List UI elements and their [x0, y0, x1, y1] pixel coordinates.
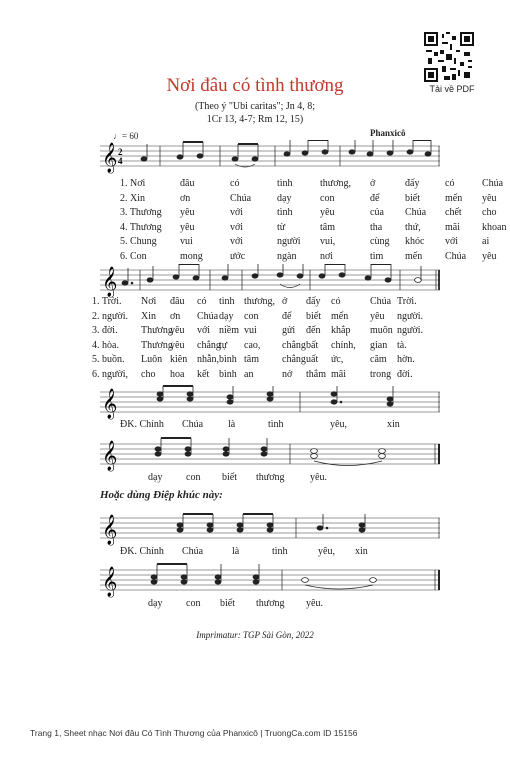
- lyric-word: người.: [397, 310, 423, 322]
- imprimatur: [0, 630, 510, 640]
- staff-1: [100, 140, 440, 180]
- lyric-word: tình: [277, 207, 293, 218]
- svg-text:𝄞: 𝄞: [102, 515, 118, 545]
- lyric-word: yêu: [180, 221, 195, 233]
- lyric-word: Chúa: [182, 419, 204, 430]
- lyric-word: khoan: [482, 221, 507, 233]
- lyric-word: Xin: [141, 310, 156, 322]
- lyric-word: yêu: [482, 192, 497, 204]
- lyric-word: người.: [397, 325, 423, 336]
- lyric-word: chết: [445, 207, 462, 218]
- subtitle-line2: 1Cr 13, 4-7; Rm 12, 15): [206, 114, 304, 125]
- lyric-word: mến: [445, 192, 463, 204]
- refrain1-staff-b: [100, 436, 445, 472]
- lyric-word: gửi: [282, 325, 296, 336]
- lyric-word: nở: [282, 368, 293, 380]
- lyric-word: biết: [306, 310, 321, 322]
- svg-text:𝄞: 𝄞: [102, 389, 118, 419]
- lyric-word: 6. Con: [120, 250, 147, 262]
- lyric-word: yêu,: [330, 419, 347, 430]
- lyric-word: bình: [219, 368, 237, 380]
- lyric-word: dạy: [219, 310, 234, 322]
- lyric-word: niềm: [219, 325, 239, 336]
- lyric-word: nhẫn,: [197, 354, 219, 365]
- lyric-word: 4. hòa.: [92, 339, 119, 351]
- lyric-word: Chúa: [445, 250, 467, 262]
- lyric-word: ĐK. Chính: [120, 419, 164, 430]
- lyric-word: thương,: [320, 178, 351, 189]
- lyric-word: Thương: [141, 325, 173, 336]
- lyric-word: nơi: [320, 250, 334, 262]
- lyric-word: ơn: [170, 310, 181, 322]
- lyric-word: trong: [370, 368, 392, 380]
- lyric-word: vui: [180, 236, 193, 247]
- lyric-word: chẳng: [197, 339, 221, 351]
- lyric-word: con: [186, 472, 201, 483]
- lyric-word: biết: [222, 472, 237, 483]
- lyric-word: mến: [405, 250, 423, 262]
- lyric-word: 4. Thương: [120, 221, 162, 233]
- lyric-word: là: [232, 546, 240, 557]
- lyric-word: 1. Trời.: [92, 296, 122, 307]
- lyric-word: với: [197, 325, 211, 336]
- staff-2: [100, 264, 440, 298]
- svg-text:𝄞: 𝄞: [102, 441, 118, 471]
- composer: Phanxicô: [370, 128, 406, 138]
- lyric-word: căm: [370, 354, 387, 365]
- lyric-word: Chúa: [182, 546, 204, 557]
- lyric-word: yêu: [170, 325, 185, 336]
- lyric-word: xin: [387, 419, 400, 430]
- lyric-word: người: [277, 236, 301, 247]
- lyric-word: con: [186, 598, 201, 609]
- lyric-word: hờn.: [397, 354, 415, 365]
- svg-text:4: 4: [118, 156, 123, 166]
- lyric-word: với: [230, 221, 244, 233]
- lyric-word: 6. người,: [92, 368, 128, 380]
- lyric-word: với: [230, 207, 244, 218]
- lyric-word: cho: [141, 368, 156, 380]
- lyric-word: để: [282, 310, 292, 322]
- lyric-word: đấy: [405, 178, 420, 189]
- lyric-word: ước: [230, 250, 246, 262]
- lyric-word: tự: [219, 339, 228, 351]
- lyric-word: kết: [197, 368, 210, 380]
- lyric-word: cho: [482, 207, 497, 218]
- lyric-word: yêu: [370, 310, 385, 322]
- lyric-word: tình: [277, 178, 293, 189]
- lyric-word: Chúa: [405, 207, 427, 218]
- lyric-word: ĐK. Chính: [120, 546, 164, 557]
- lyric-word: bất: [306, 339, 319, 351]
- lyric-word: mãi: [331, 368, 346, 380]
- refrain2-staff-b: [100, 562, 445, 598]
- lyric-word: khắp: [331, 325, 351, 336]
- lyric-word: yêu.: [310, 472, 327, 483]
- lyric-word: 3. Thương: [120, 207, 162, 218]
- lyric-word: Chúa: [197, 310, 219, 322]
- lyric-word: để: [370, 192, 380, 204]
- lyric-word: có: [331, 296, 341, 307]
- download-pdf-link[interactable]: Tải về PDF: [429, 84, 475, 94]
- lyric-word: yêu: [482, 250, 497, 262]
- lyric-word: con: [320, 192, 335, 204]
- lyric-word: từ: [277, 221, 286, 233]
- lyric-word: bình: [219, 354, 237, 365]
- lyric-word: chính,: [331, 339, 356, 351]
- lyric-word: thắm: [306, 368, 326, 380]
- lyric-word: 2. người.: [92, 310, 128, 322]
- lyric-word: vui,: [320, 236, 336, 247]
- qr-code-icon[interactable]: [424, 32, 474, 82]
- lyric-word: ức,: [331, 354, 344, 365]
- lyric-word: là: [228, 419, 236, 430]
- svg-text:𝄞: 𝄞: [102, 567, 118, 597]
- svg-text:2: 2: [118, 147, 123, 157]
- page-footer: Trang 1, Sheet nhạc Nơi đâu Có Tình Thương của Phanxicô | TruongCa.com ID 15156: [30, 728, 358, 738]
- lyric-word: thương: [256, 472, 285, 483]
- lyric-word: uất: [306, 354, 319, 365]
- lyric-word: với: [445, 236, 459, 247]
- lyric-word: khóc: [405, 236, 425, 247]
- subtitle-line1: (Theo ý "Ubi caritas"; Jn 4, 8;: [194, 101, 316, 112]
- lyric-word: với: [230, 236, 244, 247]
- lyric-word: tà.: [397, 339, 407, 351]
- lyric-word: con: [244, 310, 259, 322]
- lyric-word: yêu,: [318, 546, 335, 557]
- svg-text:𝄞: 𝄞: [102, 267, 118, 297]
- lyric-word: chẳng: [282, 354, 306, 365]
- lyric-word: yêu: [170, 339, 185, 351]
- lyric-word: mong: [180, 250, 203, 262]
- lyric-word: mãi: [445, 221, 460, 233]
- lyric-word: ở: [282, 296, 288, 307]
- alt-refrain-heading: Hoặc dùng Điệp khúc này:: [100, 489, 223, 501]
- lyric-word: 1. Nơi: [120, 178, 146, 189]
- lyric-word: biết: [405, 192, 420, 204]
- lyric-word: thứ,: [405, 221, 421, 233]
- lyric-word: có: [197, 296, 207, 307]
- lyric-word: hoa: [170, 368, 185, 380]
- lyric-word: ai: [482, 236, 490, 247]
- lyric-word: Chúa: [482, 178, 504, 189]
- refrain2-staff-a: [100, 510, 440, 546]
- lyric-word: có: [445, 178, 455, 189]
- svg-text:𝄞: 𝄞: [102, 143, 118, 173]
- lyric-word: kiên: [170, 354, 188, 365]
- lyric-word: đấy: [306, 296, 321, 307]
- lyric-word: đời.: [397, 368, 413, 380]
- lyric-word: Nơi: [141, 296, 157, 307]
- lyric-word: vui: [244, 325, 257, 336]
- lyric-word: Thương: [141, 339, 173, 351]
- lyric-word: yêu: [180, 207, 195, 218]
- lyric-word: mến: [331, 310, 349, 322]
- lyric-word: tình: [272, 546, 288, 557]
- lyric-word: cao,: [244, 339, 261, 351]
- lyric-word: tâm: [320, 221, 335, 233]
- lyric-word: 3. đời.: [92, 325, 118, 336]
- lyric-word: có: [230, 178, 240, 189]
- lyric-word: an: [244, 368, 254, 380]
- lyric-word: thương: [256, 598, 285, 609]
- imprimatur-text: TGP Sài Gòn, 2022: [240, 630, 314, 640]
- lyric-word: Chúa: [230, 192, 252, 204]
- lyric-word: 5. buồn.: [92, 354, 125, 365]
- lyric-word: biết: [220, 598, 235, 609]
- lyric-word: Trời.: [397, 296, 417, 307]
- lyric-word: tha: [370, 221, 383, 233]
- lyric-word: tình: [219, 296, 235, 307]
- lyric-word: ơn: [180, 192, 191, 204]
- lyric-word: của: [370, 207, 384, 218]
- lyric-word: dạy: [148, 598, 163, 609]
- lyric-word: Luôn: [141, 354, 163, 365]
- lyric-word: xin: [355, 546, 368, 557]
- lyric-word: ngàn: [277, 250, 297, 262]
- lyric-word: đến: [306, 325, 321, 336]
- lyric-word: muôn: [370, 325, 393, 336]
- lyric-word: yêu.: [306, 598, 323, 609]
- imprimatur-label: Imprimatur:: [196, 630, 241, 640]
- lyric-word: tìm: [370, 250, 384, 262]
- lyric-word: đâu: [180, 178, 195, 189]
- lyric-word: dạy: [148, 472, 163, 483]
- lyric-word: thương,: [244, 296, 275, 307]
- lyric-word: tình: [268, 419, 284, 430]
- lyric-word: yêu: [320, 207, 335, 218]
- lyric-word: cùng: [370, 236, 390, 247]
- lyric-word: 5. Chung: [120, 236, 157, 247]
- lyric-word: đâu: [170, 296, 185, 307]
- lyric-word: dạy: [277, 192, 292, 204]
- refrain1-staff-a: [100, 384, 440, 420]
- lyric-word: chẳng: [282, 339, 306, 351]
- lyric-word: tâm: [244, 354, 259, 365]
- song-title: Nơi đâu có tình thương: [166, 75, 344, 96]
- tempo-mark: ♩= 60: [113, 131, 139, 141]
- lyric-word: ở: [370, 178, 376, 189]
- lyric-word: Chúa: [370, 296, 392, 307]
- lyric-word: gian: [370, 339, 388, 351]
- lyric-word: 2. Xin: [120, 192, 145, 204]
